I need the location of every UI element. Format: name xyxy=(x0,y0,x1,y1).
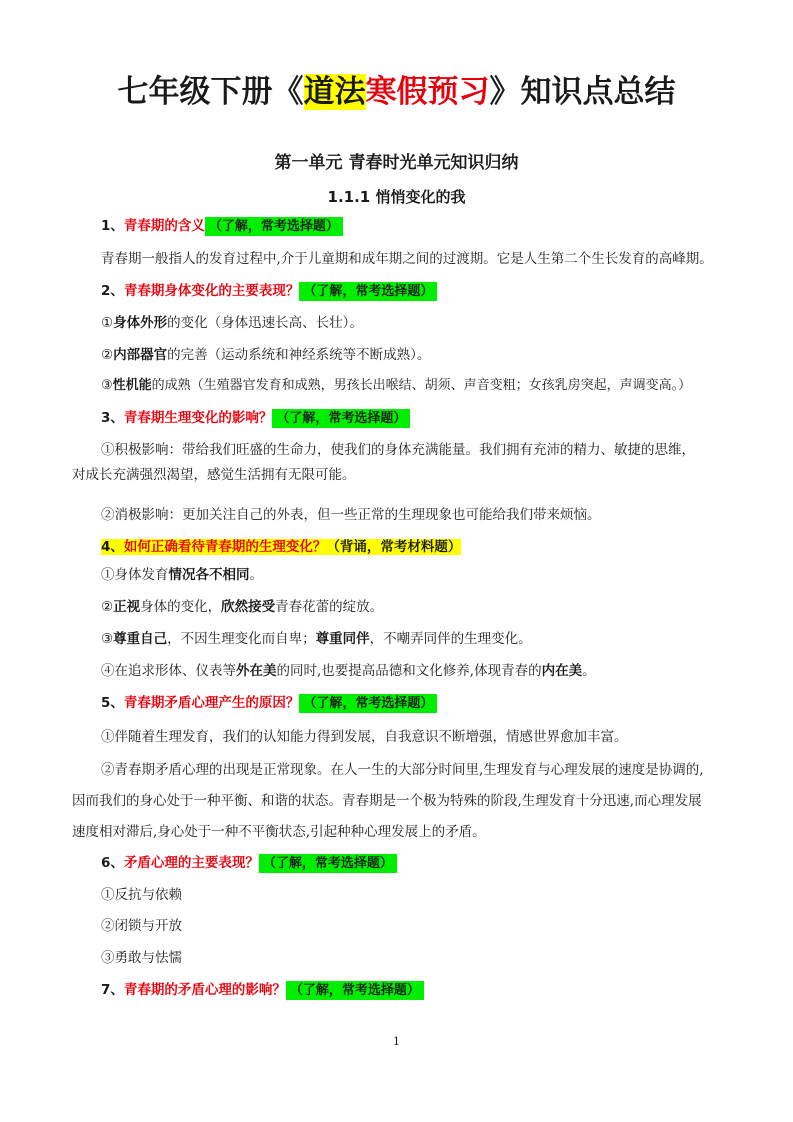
question-7 xyxy=(101,980,761,1001)
answer-3-2: ②消极影响：更加关注自己的外表，但一些正常的生理现象也可能给我们带来烦恼。 xyxy=(101,507,601,523)
answer-5-2-line1: ②青春期矛盾心理的出现是正常现象。在人一生的大部分时间里,生理发育与心理发展的速度是协调的, xyxy=(101,762,704,778)
answer-2-2: ②内部器官的完善（运动系统和神经系统等不断成熟）。 xyxy=(101,347,431,363)
question-1 xyxy=(101,216,761,237)
answer-6-3: ③勇敢与怯懦 xyxy=(101,950,182,966)
answer-3-1-line2: 对成长充满强烈渴望，感觉生活拥有无限可能。 xyxy=(72,467,356,483)
question-6 xyxy=(101,853,761,874)
question-tag: （了解，常考选择题） xyxy=(299,282,437,301)
question-3 xyxy=(101,408,761,429)
answer-2-1: ①身体外形的变化（身体迅速长高、长壮）。 xyxy=(101,315,363,331)
question-tag: （了解，常考选择题） xyxy=(299,694,437,713)
question-5 xyxy=(101,693,761,714)
question-text: 青春期的含义 xyxy=(123,218,205,234)
title-part: 七年级下册《 xyxy=(117,74,304,110)
document-title xyxy=(0,66,793,111)
page-number: 1 xyxy=(393,1035,400,1048)
title-red-text: 寒假预习 xyxy=(365,74,490,110)
answer-3-1-line1: ①积极影响：带给我们旺盛的生命力，使我们的身体充满能量。我们拥有充沛的精力、敏捷的思维， xyxy=(101,442,695,458)
question-2 xyxy=(101,281,761,302)
answer-6-2: ②闭锁与开放 xyxy=(101,918,182,934)
title-highlight-daofa: 道法 xyxy=(303,74,366,110)
answer-1: 青春期一般指人的发育过程中,介于儿童期和成年期之间的过渡期。它是人生第二个生长发育的高峰期。 xyxy=(101,251,713,267)
question-tag: （了解，常考选择题） xyxy=(272,409,410,428)
answer-6-1: ①反抗与依赖 xyxy=(101,887,182,903)
answer-4-1: ①身体发育情况各不相同。 xyxy=(101,567,263,583)
answer-5-2-line3: 速度相对滞后,身心处于一种不平衡状态,引起种种心理发展上的矛盾。 xyxy=(72,824,486,840)
question-text: 青春期身体变化的主要表现？ xyxy=(123,283,300,299)
answer-2-3: ③性机能的成熟（生殖器官发育和成熟，男孩长出喉结、胡须、声音变粗；女孩乳房突起，声调变高。） xyxy=(101,378,692,393)
question-4 xyxy=(101,537,761,557)
question-text: 青春期矛盾心理产生的原因？ xyxy=(123,695,300,711)
answer-4-2: ②正视身体的变化，欣然接受青春花蕾的绽放。 xyxy=(101,599,384,615)
question-number: 7、 xyxy=(101,982,124,998)
question-number: 3、 xyxy=(101,410,124,426)
question-number: 1、 xyxy=(101,218,124,234)
question-tag: （了解，常考选择题） xyxy=(286,981,424,1000)
question-tag: （了解，常考选择题） xyxy=(259,854,397,873)
title-part: 》知识点总结 xyxy=(489,74,676,110)
question-text: 如何正确看待青春期的生理变化？ xyxy=(123,539,327,555)
question-tag: （背诵，常考材料题） xyxy=(326,539,462,555)
answer-5-1: ①伴随着生理发育，我们的认知能力得到发展，自我意识不断增强，情感世界愈加丰富。 xyxy=(101,729,628,745)
answer-4-3: ③尊重自己，不因生理变化而自卑；尊重同伴，不嘲弄同伴的生理变化。 xyxy=(101,631,532,647)
section-heading: 1.1.1 悄悄变化的我 xyxy=(327,188,466,206)
question-number: 2、 xyxy=(101,283,124,299)
question-number: 4、 xyxy=(101,539,124,555)
question-tag: （了解，常考选择题） xyxy=(205,217,343,236)
answer-4-4: ④在追求形体、仪表等外在美的同时,也要提高品德和文化修养,体现青春的内在美。 xyxy=(101,663,596,679)
answer-5-2-line2: 因而我们的身心处于一种平衡、和谐的状态。青春期是一个极为特殊的阶段,生理发育十分迅速,而心理发展 xyxy=(72,793,702,809)
unit-heading: 第一单元 青春时光单元知识归纳 xyxy=(274,153,519,173)
question-number: 6、 xyxy=(101,855,124,871)
question-text: 矛盾心理的主要表现？ xyxy=(123,855,259,871)
question-text: 青春期的矛盾心理的影响？ xyxy=(123,982,286,998)
question-text: 青春期生理变化的影响？ xyxy=(123,410,273,426)
question-number: 5、 xyxy=(101,695,124,711)
